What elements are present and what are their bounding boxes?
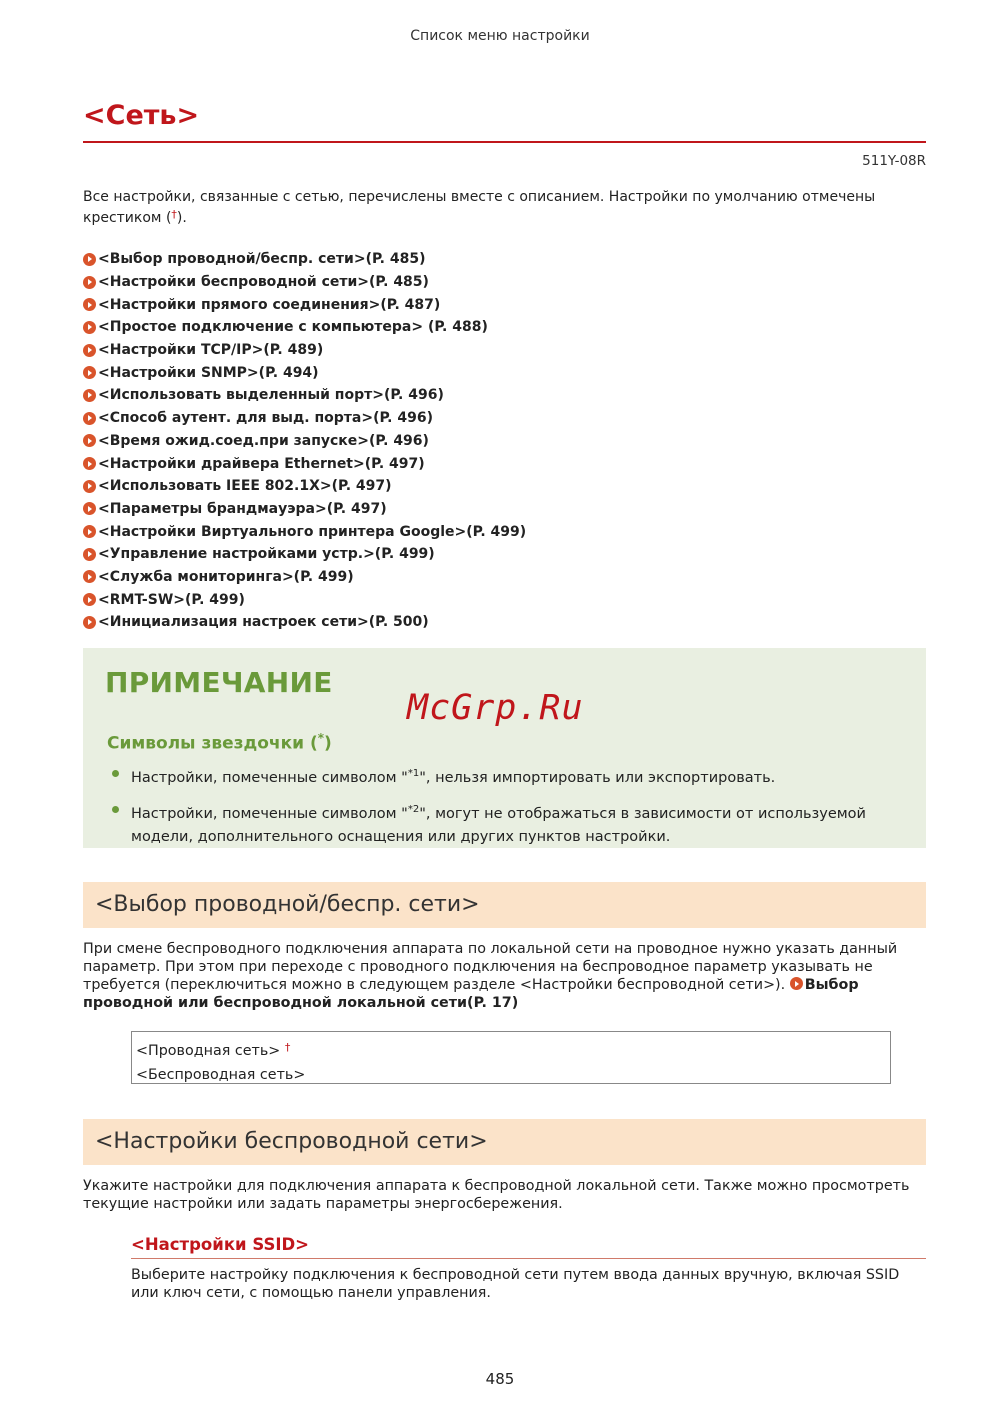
intro-text: Все настройки, связанные с сетью, перечислены вместе с описанием. Настройки по умолчанию отмечены крестиком ( xyxy=(83,189,876,226)
page-title: <Сеть> xyxy=(83,100,200,131)
toc-link-label: <Использовать выделенный порт>(P. 496) xyxy=(98,387,444,404)
toc-link[interactable] xyxy=(83,271,526,294)
option-row xyxy=(136,1036,886,1063)
note-item-text: Настройки, помеченные символом " xyxy=(131,805,408,822)
note-item xyxy=(110,762,890,790)
option-label: <Беспроводная сеть> xyxy=(136,1067,306,1083)
arrow-circle-icon xyxy=(83,480,96,493)
arrow-circle-icon xyxy=(83,276,96,289)
arrow-circle-icon xyxy=(83,298,96,311)
arrow-circle-icon xyxy=(83,344,96,357)
toc-link-label: <Способ аутент. для выд. порта>(P. 496) xyxy=(98,410,433,427)
note-subtitle-star: * xyxy=(317,731,325,745)
section-text: При смене беспроводного подключения аппарата по локальной сети на проводное нужно указать данный параметр. При этом при переходе с проводного подключения на беспроводное параметр указывать не требуется (переключиться можно в следующем разделе <Настройки беспроводной сети>). xyxy=(83,941,898,993)
toc-link[interactable] xyxy=(83,248,526,271)
option-row xyxy=(136,1063,886,1087)
arrow-circle-icon xyxy=(83,457,96,470)
toc-link[interactable] xyxy=(83,407,526,430)
toc-link-label: <Настройки SNMP>(P. 494) xyxy=(98,364,319,381)
toc-link[interactable] xyxy=(83,452,526,475)
bullet-icon xyxy=(112,770,119,777)
toc-link[interactable] xyxy=(83,316,526,339)
subsection-paragraph: Выберите настройку подключения к беспроводной сети путем ввода данных вручную, включая SSID или ключ сети, с помощью панели управления. xyxy=(131,1267,900,1301)
note-title: ПРИМЕЧАНИЕ xyxy=(105,666,333,699)
note-item-sup: *1 xyxy=(407,768,420,779)
arrow-circle-icon xyxy=(83,434,96,447)
subsection-heading xyxy=(131,1235,926,1259)
toc-link[interactable] xyxy=(83,384,526,407)
note-item-text: Настройки, помеченные символом " xyxy=(131,769,408,786)
section-heading-text: <Настройки беспроводной сети> xyxy=(95,1129,488,1154)
arrow-circle-icon xyxy=(83,616,96,629)
arrow-circle-icon xyxy=(83,525,96,538)
arrow-circle-icon xyxy=(83,502,96,515)
arrow-circle-icon xyxy=(790,977,803,990)
default-dagger-mark: † xyxy=(284,1041,291,1054)
toc-link-label: <Время ожид.соед.при запуске>(P. 496) xyxy=(98,432,429,449)
section-paragraph: Укажите настройки для подключения аппарата к беспроводной локальной сети. Также можно просмотреть текущие настройки или задать параметры энергосбережения. xyxy=(83,1178,910,1212)
arrow-circle-icon xyxy=(83,548,96,561)
section-heading-wireless-settings xyxy=(83,1119,926,1165)
toc-link-label: <Использовать IEEE 802.1X>(P. 497) xyxy=(98,478,392,495)
toc-list xyxy=(83,248,526,634)
toc-link[interactable] xyxy=(83,475,526,498)
toc-link[interactable] xyxy=(83,611,526,634)
toc-link-label: <Настройки TCP/IP>(P. 489) xyxy=(98,342,324,359)
note-item-text-end: ", могут не отображаться в зависимости от используемой модели, дополнительного оснащения или других пунктов настройки. xyxy=(131,805,866,845)
arrow-circle-icon xyxy=(83,366,96,379)
toc-link[interactable] xyxy=(83,566,526,589)
arrow-circle-icon xyxy=(83,593,96,606)
toc-link-label: <Управление настройками устр.>(P. 499) xyxy=(98,546,435,563)
option-label: <Проводная сеть> xyxy=(136,1043,281,1059)
dagger-mark: † xyxy=(171,208,177,221)
document-code: 511Y-08R xyxy=(862,153,926,169)
note-list xyxy=(110,762,890,857)
toc-link-label: <Настройки беспроводной сети>(P. 485) xyxy=(98,274,429,291)
toc-link-label: <Параметры брандмауэра>(P. 497) xyxy=(98,500,387,517)
toc-link[interactable] xyxy=(83,543,526,566)
watermark: McGrp.Ru xyxy=(407,688,584,728)
toc-link[interactable] xyxy=(83,520,526,543)
section-heading-wired-wireless xyxy=(83,882,926,928)
toc-link-label: <Настройки прямого соединения>(P. 487) xyxy=(98,296,441,313)
toc-link-label: <Инициализация настроек сети>(P. 500) xyxy=(98,614,429,631)
note-item-text-end: ", нельзя импортировать или экспортировать. xyxy=(419,769,776,786)
subsection-heading-text: <Настройки SSID> xyxy=(131,1235,310,1254)
toc-link-label: <Настройки драйвера Ethernet>(P. 497) xyxy=(98,455,425,472)
note-item xyxy=(110,798,890,849)
arrow-circle-icon xyxy=(83,321,96,334)
bullet-icon xyxy=(112,806,119,813)
toc-link[interactable] xyxy=(83,498,526,521)
note-item-sup: *2 xyxy=(407,803,420,815)
toc-link-label: <Служба мониторинга>(P. 499) xyxy=(98,568,354,585)
toc-link[interactable] xyxy=(83,361,526,384)
intro-paragraph xyxy=(83,188,926,227)
toc-link[interactable] xyxy=(83,430,526,453)
note-subtitle-end: ) xyxy=(324,733,332,754)
note-subtitle-text: Символы звездочки ( xyxy=(107,733,318,754)
title-rule xyxy=(83,141,926,143)
toc-link[interactable] xyxy=(83,588,526,611)
arrow-circle-icon xyxy=(83,389,96,402)
cross-reference-link[interactable]: Выбор проводной или беспроводной локальной сети(P. 17) xyxy=(83,977,859,1011)
running-header: Список меню настройки xyxy=(410,28,590,44)
note-subtitle xyxy=(107,731,332,754)
arrow-circle-icon xyxy=(83,570,96,583)
intro-text-end: ). xyxy=(176,210,187,226)
options-box xyxy=(131,1031,891,1084)
toc-link-label: <Настройки Виртуального принтера Google>(P. 499) xyxy=(98,523,527,540)
toc-link-label: <Простое подключение с компьютера> (P. 488) xyxy=(98,319,488,336)
page-number: 485 xyxy=(485,1370,515,1388)
section-paragraph xyxy=(83,940,926,1012)
toc-link[interactable] xyxy=(83,293,526,316)
toc-link-label: <RMT-SW>(P. 499) xyxy=(98,591,245,608)
arrow-circle-icon xyxy=(83,412,96,425)
section-heading-text: <Выбор проводной/беспр. сети> xyxy=(95,892,480,917)
arrow-circle-icon xyxy=(83,253,96,266)
toc-link[interactable] xyxy=(83,339,526,362)
toc-link-label: <Выбор проводной/беспр. сети>(P. 485) xyxy=(98,251,426,268)
